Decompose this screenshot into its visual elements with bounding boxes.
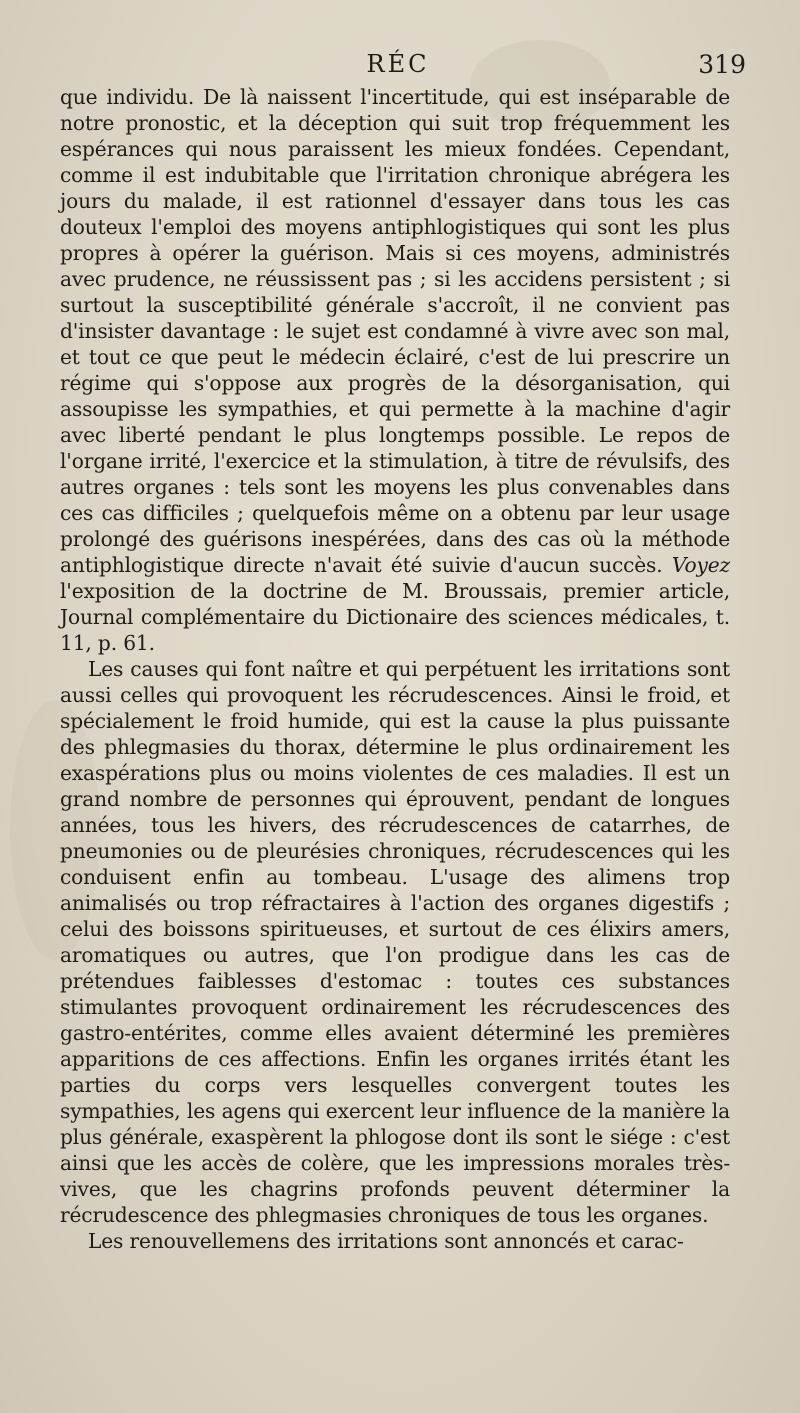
paragraph-text: l'exposition de la doctrine de M. Broussais, premier article, Journal complémentaire du Dictionaire des sciences médicales, t. 11, p. 61. [60,579,730,655]
body-text [60,84,730,1254]
paragraph: Les renouvellemens des irritations sont annoncés et carac- [88,1229,684,1253]
italic-term: Voyez [671,553,730,577]
paragraph-text: que individu. De là naissent l'incertitude, qui est inséparable de notre pronostic, et la déception qui suit trop fréquemment les espérances qui nous paraissent les mieux fondées. Cependant, comme il est indubitable que l'irritation chronique abrégera les jours du malade, il est rationnel d'essayer dans tous les cas douteux l'emploi des moyens antiphlogistiques qui sont les plus propres à opérer la guérison. Mais si ces moyens, administrés avec prudence, ne réussissent pas ; si les accidens persistent ; si surtout la susceptibilité générale s'accroît, il ne convient pas d'insister davantage : le sujet est condamné à vivre avec son mal, et tout ce que peut le médecin éclairé, c'est de lui prescrire un régime qui s'oppose aux progrès de la désorganisation, qui assoupisse les sympathies, et qui permette à la machine d'agir avec liberté pendant le plus longtemps possible. Le repos de l'organe irrité, l'exercice et la stimulation, à titre de révulsifs, des autres organes : tels sont les moyens les plus convenables dans ces cas difficiles ; quelquefois même on a obtenu par leur usage prolongé des guérisons inespérées, dans des cas où la méthode antiphlogistique directe n'avait été suivie d'aucun succès. [60,85,730,577]
running-header [60,50,746,80]
paragraph: Les causes qui font naître et qui perpétuent les irritations sont aussi celles qui provoquent les récrudescences. Ainsi le froid, et spécialement le froid humide, qui est la cause la plus puissante des phlegmasies du thorax, détermine le plus ordinairement les exaspérations plus ou moins violentes de ces maladies. Il est un grand nombre de personnes qui éprouvent, pendant de longues années, tous les hivers, des récrudescences de catarrhes, de pneumonies ou de pleurésies chroniques, récrudescences qui les conduisent enfin au tombeau. L'usage des alimens trop animalisés ou trop réfractaires à l'action des organes digestifs ; celui des boissons spiritueuses, et surtout de ces élixirs amers, aromatiques ou autres, que l'on prodigue dans les cas de prétendues faiblesses d'estomac : toutes ces substances stimulantes provoquent ordinairement les récrudescences des gastro-entérites, comme elles avaient déterminé les premières apparitions de ces affections. Enfin les organes irrités étant les parties du corps vers lesquelles convergent toutes les sympathies, les agens qui exercent leur influence de la manière la plus générale, exaspèrent la phlogose dont ils sont le siége : c'est ainsi que les accès de colère, que les impressions morales très-vives, que les chagrins profonds peuvent déterminer la récrudescence des phlegmasies chroniques de tous les organes. [60,657,730,1227]
page-number: 319 [698,50,746,79]
paragraph [60,84,730,656]
running-title: RÉC [366,50,430,78]
